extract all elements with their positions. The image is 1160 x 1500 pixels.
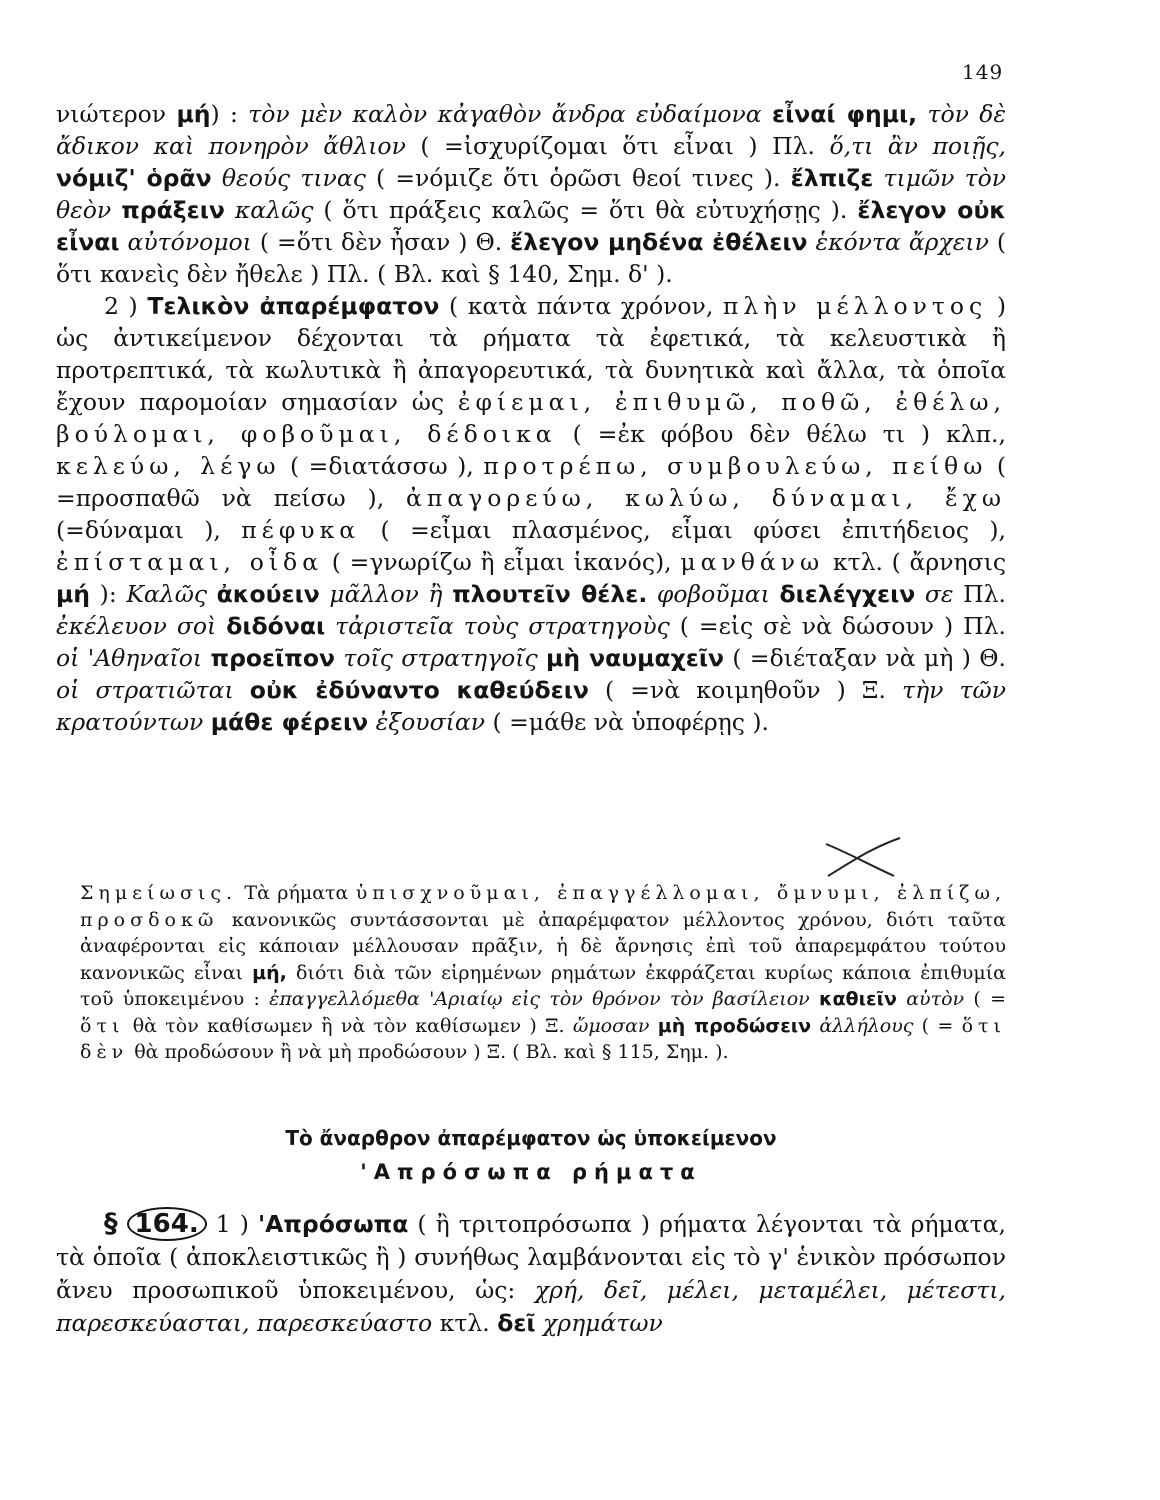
italic-run: θεούς τινας — [211, 164, 366, 192]
text-run: ( ἢ τριτοπρόσωπα ) ρήματα λέγονται τὰ ρήματα, τὰ ὁποῖα ( ἀποκλειστικῶς ἢ ) συνήθως λαμβάνονται εἰς τὸ γ' ἑνικὸν πρόσωπον ἄνευ προσωπικοῦ ὑποκειμένου, ὡς: — [56, 1210, 1006, 1304]
text-run: 1 ) — [206, 1210, 258, 1238]
bold-run: 'Απρόσωπα — [257, 1210, 409, 1238]
text-run: ( =ἰσχυρίζομαι ὅτι εἶναι ) Πλ. — [405, 132, 830, 160]
text-run: ( =γνωρίζω ἢ εἶμαι ἱκανός), — [323, 548, 681, 576]
text-run: κτλ. ( ἄρνησις — [824, 548, 1006, 576]
spaced-run: ἐπίσταμαι, οἶδα — [56, 548, 324, 576]
italic-run: τὸν δὲ ἄδικον καὶ πονηρὸν ἄθλιον — [56, 100, 1006, 160]
italic-run: τὴν τῶν κρατούντων — [56, 676, 1006, 736]
text-run: (=δύναμαι ), — [56, 516, 242, 544]
section-number-circled: 164. — [127, 1207, 207, 1241]
text-run: διότι διὰ τῶν εἰρημένων ρημάτων ἐκφράζεται κυρίως κάποια ἐπιθυμία τοῦ ὑποκειμένου : — [80, 961, 1006, 1010]
bold-run: μή — [176, 100, 211, 128]
spaced-run: ὅτι δὲν — [80, 1014, 1007, 1063]
italic-run: ἀλλήλους — [811, 1014, 914, 1037]
italic-run: ὅ,τι ἂν ποιῇς, — [829, 132, 1006, 160]
italic-run: ἐκέλευον σοὶ — [56, 612, 227, 640]
text-run: ( =μάθε νὰ ὑποφέρῃς ). — [485, 708, 770, 736]
spaced-run: ὅτι — [80, 1014, 125, 1037]
bold-run: πλουτεῖν θέλε. — [452, 580, 648, 608]
bold-run: οὐκ ἐδύναντο καθεύδειν — [249, 676, 589, 704]
text-run: ( κατὰ πάντα χρόνον, — [439, 292, 723, 320]
italic-run: ἑκόντα ἄρχειν — [807, 228, 989, 256]
bold-run: ἔλπιζε — [790, 164, 874, 192]
note-block — [80, 880, 1006, 1066]
bold-run: διδόναι — [226, 612, 326, 640]
spaced-run: μανθάνω — [680, 548, 825, 576]
text-run: κανονικῶς συντάσσονται μὲ ἀπαρέμφατον μέλλοντος χρόνου, διότι ταῦτα ἀναφέρονται εἰς κάποιαν μέλλουσαν πρᾶξιν, ἡ δὲ ἄρνησις ἐπὶ τοῦ ἀπαρεμφάτου τούτου κανονικῶς εἶναι — [80, 908, 1006, 984]
italic-run: οἱ στρατιῶται — [56, 676, 250, 704]
italic-run: τὸν μὲν καλὸν κἀγαθὸν ἄνδρα εὐδαίμονα — [248, 100, 773, 128]
text-run: ( =προσπαθῶ νὰ πείσω ), — [56, 452, 1006, 512]
spaced-run: ἐφίεμαι, ἐπιθυμῶ, ποθῶ, ἐθέλω, βούλομαι, φοβοῦμαι, δέδοικα — [56, 388, 1006, 448]
text-run: ( = — [913, 1014, 962, 1037]
text-run: θὰ τὸν καθίσωμεν ἢ νὰ τὸν καθίσωμεν ) Ξ. — [124, 1014, 573, 1037]
text-run: ( =εἰς σὲ νὰ δώσουν ) Πλ. — [669, 612, 1006, 640]
text-run: ( ὅτι πράξεις καλῶς = ὅτι θὰ εὐτυχήσῃς ). — [313, 196, 858, 224]
section-paragraph — [56, 1207, 1006, 1340]
spaced-run: πλὴν μέλλοντος — [722, 292, 988, 320]
text-run: νιώτερον — [56, 100, 177, 128]
italic-run: χρή, δεῖ, μέλει, μεταμέλει, μέτεστι, παρεσκεύασται, παρεσκεύαστο — [56, 1276, 1006, 1337]
bold-run: μάθε φέρειν — [210, 708, 369, 736]
bold-run: εἶναί φημι, — [772, 100, 918, 128]
main-text — [56, 98, 1006, 738]
text-run: ( =νὰ κοιμηθοῦν ) Ξ. — [588, 676, 903, 704]
italic-run: τιμῶν τὸν θεὸν — [56, 164, 1007, 224]
spaced-run: κελεύω, λέγω — [56, 452, 281, 480]
subsection-heading: 'Απρόσωπα ρήματα — [360, 1160, 702, 1184]
italic-run: ἐπαγγελλόμεθα 'Αριαίῳ εἰς τὸν θρόνον τὸν βασίλειον — [269, 988, 819, 1010]
text-run: ( =νόμιζε ὅτι ὁρῶσι θεοί τινες ). — [365, 164, 791, 192]
text-run: ) : — [210, 100, 249, 128]
spaced-run: ἀπαγορεύω, κωλύω, δύναμαι, ἔχω — [406, 484, 1006, 512]
bold-run: Τελικὸν ἀπαρέμφατον — [147, 292, 440, 320]
text-run: ( = — [964, 988, 1006, 1010]
paragraph-1 — [56, 98, 1006, 290]
note-label: Σημείωσις. — [80, 882, 238, 904]
italic-run: χρημάτων — [535, 1309, 663, 1337]
text-run: ( =διατάσσω ), — [280, 452, 484, 480]
text-run: θὰ προδώσουν ἢ νὰ μὴ προδώσουν ) Ξ. ( Βλ. καὶ § 115, Σημ. ). — [128, 1041, 729, 1063]
text-run: ) ὡς ἀντικείμενον δέχονται τὰ ρήματα τὰ ἐφετικά, τὰ κελευστικὰ ἢ προτρεπτικά, τὰ κωλυτικὰ ἢ ἀπαγορευτικά, τὰ δυνητικὰ καὶ ἄλλα, τὰ ὁποῖα ἔχουν παρομοίαν σημασίαν ὡς — [56, 292, 1006, 416]
handwritten-x-mark — [816, 832, 906, 882]
page-number: 149 — [962, 60, 1004, 84]
text-run: ( ὅτι κανεὶς δὲν ἤθελε ) Πλ. ( Βλ. καὶ § 140, Σημ. δ' ). — [56, 228, 1006, 288]
text-run: ( =ὅτι δὲν ἦσαν ) Θ. — [251, 228, 511, 256]
section-164 — [56, 1207, 1006, 1340]
italic-run: Καλῶς — [126, 580, 217, 608]
bold-run: προεῖπον — [210, 644, 336, 672]
bold-run: δεῖ — [497, 1309, 536, 1337]
text-run: ( =διέταξαν νὰ μὴ ) Θ. — [724, 644, 1006, 672]
text-run: 2 ) — [104, 292, 148, 320]
note-paragraph — [80, 880, 1006, 1066]
italic-run: αὐτὸν — [896, 988, 965, 1010]
bold-run: ἀκούειν — [216, 580, 320, 608]
spaced-run: ὑπισχνοῦμαι, ἐπαγγέλλομαι, ὄμνυμι, ἐλπίζω, προσδοκῶ — [80, 882, 1006, 931]
bold-run: καθιεῖν — [818, 988, 897, 1010]
spaced-run: προτρέπω, συμβουλεύω, πείθω — [483, 452, 988, 480]
paragraph-2 — [56, 290, 1006, 738]
italic-run: τἀριστεῖα τοὺς στρατηγοὺς — [325, 612, 670, 640]
spaced-run: πέφυκα — [241, 516, 361, 544]
italic-run: ὤμοσαν — [572, 1014, 658, 1037]
bold-run: μὴ προδώσειν — [657, 1014, 812, 1037]
italic-run: ἐξουσίαν — [368, 708, 485, 736]
bold-run: διελέγχειν — [779, 580, 916, 608]
bold-run: πράξειν — [121, 196, 225, 224]
bold-run: μή, — [252, 961, 287, 984]
italic-run: αὐτόνομοι — [119, 228, 252, 256]
section-heading: Τὸ ἄναρθρον ἀπαρέμφατον ὡς ὑποκείμενον — [285, 1126, 777, 1150]
italic-run: καλῶς — [224, 196, 314, 224]
italic-run: τοῖς στρατηγοῖς — [335, 644, 547, 672]
italic-run: οἱ 'Αθηναῖοι — [56, 644, 211, 672]
text-run: ( =εἶμαι πλασμένος, εἶμαι φύσει ἐπιτήδειος ), — [360, 516, 1007, 544]
text-run: Πλ. — [953, 580, 1007, 608]
bold-run: νόμιζ' ὁρᾶν — [56, 164, 212, 192]
text-run: Τὰ ρήματα — [237, 882, 356, 904]
bold-run: μὴ ναυμαχεῖν — [546, 644, 724, 672]
bold-run: ἔλεγον μηδένα ἐθέλειν — [510, 228, 808, 256]
text-run: ( =ἐκ φόβου δὲν θέλω τι ) κλπ., — [556, 420, 1006, 448]
text-run: κτλ. — [432, 1309, 498, 1337]
bold-run: μή — [56, 580, 91, 608]
italic-run: μᾶλλον ἢ — [319, 580, 453, 608]
section-sign: § — [104, 1208, 118, 1239]
italic-run: φοβοῦμαι — [647, 580, 780, 608]
italic-run: σε — [915, 580, 954, 608]
text-run: ): — [90, 580, 127, 608]
bold-run: ἔλεγον οὐκ εἶναι — [56, 196, 1007, 256]
